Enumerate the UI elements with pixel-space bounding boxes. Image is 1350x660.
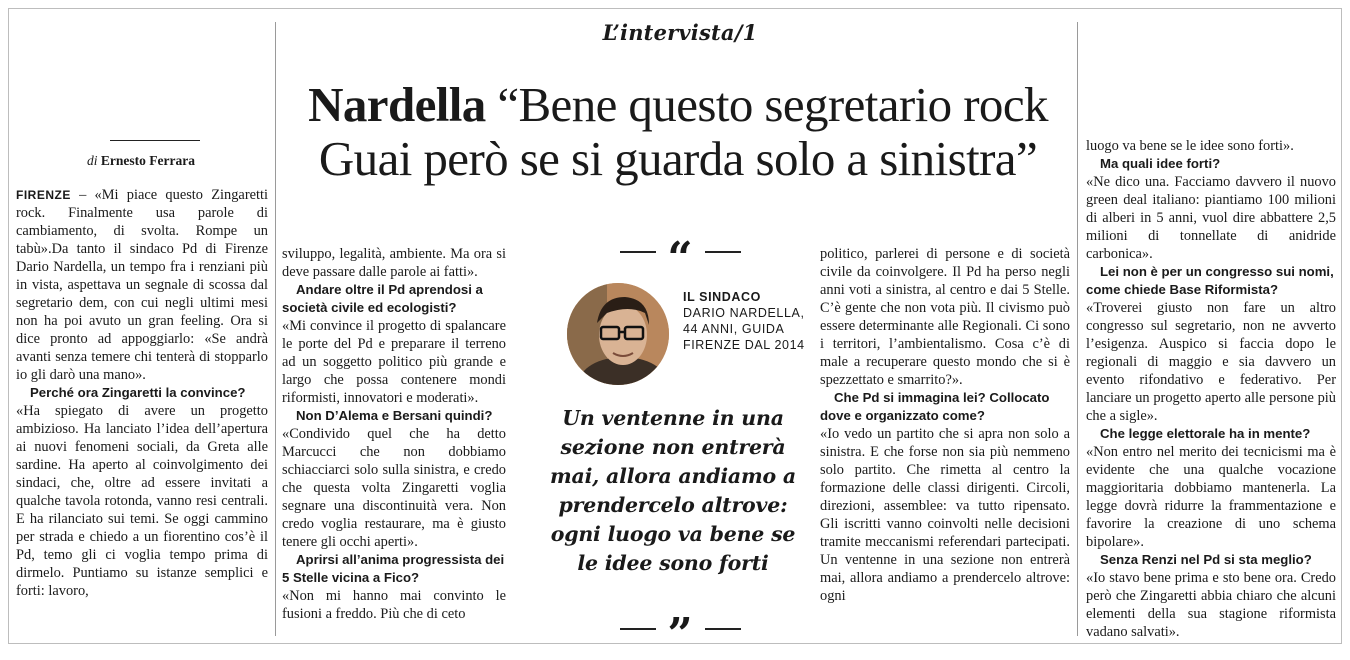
answer-9: «Io stavo bene prima e sto bene ora. Credo però che Zingaretti abbia chiaro che alcuni elementi della sua stagione riformista vadano salvati». [1086, 570, 1336, 640]
answer-5: «Io vedo un partito che si apra non solo a sinistra. E che forse non sia più nemmeno solo partito. Che rimetta al centro la formazione delle classi dirigenti. Circoli, direzioni, assemblee: va tutto ripensato. Gli iscritti vanno coinvolti nelle decisioni tramite meccanismi referendari partecipati. Un ventenne in una sezione non entrerà mai, allora andiamo a prendercelo altrove: ogni [820, 426, 1070, 604]
headline-line-1 [282, 78, 1074, 132]
answer-2: «Mi convince il progetto di spalancare le porte del Pd e preparare il terreno ad un soggetto politico più grande e largo che possa contenere mondi riformisti, innovatori e moderati». [282, 318, 506, 406]
question-3: Non D’Alema e Bersani quindi? [296, 408, 493, 423]
question-1: Perché ora Zingaretti la convince? [30, 385, 246, 400]
question-4: Aprirsi all’anima progressista dei 5 Stelle vicina a Fico? [282, 552, 505, 585]
answer-1: «Ha spiegato di avere un progetto ambizioso. Ha lanciato l’idea dell’apertura ai nuovi fenomeni sociali, da Greta alle sardine. Ha aperto al coinvolgimento dei sindaci, che, oltre ad essere invitati a qualche tavola rotonda, vanno resi centrali. E ha rilanciato sui temi. Se oggi cammino per strada e chiedo a un fiorentino cos’è il Pd, temo gli ci voglia tempo prima di dirmelo. Puntiamo su istanze semplici e forti: lavoro, [16, 403, 268, 599]
section-kicker: L’intervista/1 [602, 20, 758, 45]
byline-prefix: di [87, 153, 98, 168]
lead-paragraph [16, 186, 268, 384]
quote-open-mark: “ [667, 233, 693, 284]
byline [20, 153, 262, 169]
answer-6: «Ne dico una. Facciamo davvero il nuovo green deal italiano: piantiamo 100 milioni di alberi in 5 anni, vuol dire abbattere 2,5 milioni di tonnellate di anidride carbonica». [1086, 174, 1336, 262]
byline-author: Ernesto Ferrara [100, 153, 195, 168]
answer-4-continued: politico, parlerei di persone e di società civile da coinvolgere. Il Pd ha perso negli anni voti a sinistra, al centro e dai 5 Stelle. C’è gente che non vota più. Il civismo può essere determinante alle Regionali. Ci sono i territori, l’ambientalismo. Cosa c’è di male a recuperare questo mondo che si è spezzettato e smarrito?». [820, 246, 1070, 388]
dateline: FIRENZE [16, 188, 71, 202]
question-5: Che Pd si immagina lei? Collocato dove e organizzato come? [820, 390, 1050, 423]
question-2: Andare oltre il Pd aprendosi a società civile ed ecologisti? [282, 282, 483, 315]
article-column-2 [282, 245, 506, 623]
column-divider-left [275, 22, 276, 636]
caption-text: DARIO NARDELLA, 44 ANNI, GUIDA FIRENZE DAL 2014 [683, 306, 805, 352]
article-column-4 [1086, 137, 1336, 641]
quote-open-rule-right [705, 251, 741, 253]
headline-line-2: Guai però se si guarda solo a sinistra” [318, 131, 1038, 186]
lead-text: – «Mi piace questo Zingaretti rock. Finalmente usa parole di cambiamento, di svolta. Rompe un tabù».Da tanto il sindaco Pd di Firenze Dario Nardella, un tempo fra i renziani più in vista, aspettava un segnale di scossa dal segretario dem, con cui negli ultimi mesi non ha poi avuto un gran feeling. Ora si dice pronto ad appoggiarlo: «Se andrà avanti senza temere chi tenterà di stopparlo io gli darò una mano». [16, 187, 268, 383]
answer-3: «Condivido quel che ha detto Marcucci che non dobbiamo schiacciarci solo sulla sinistra, e credo che questa volta Zingaretti voglia segnare una discontinuità vera. Non credo voglia restaurare, ma è giusto tenere gli occhi aperti». [282, 426, 506, 550]
headline [282, 78, 1074, 186]
answer-7: «Troverei giusto non fare un altro congresso sul segretario, non ne avverto l’esigenza. Auspico si faccia dopo le regionali di maggio e sia davvero un evento rifondativo e federativo. Per lanciare un progetto aperto alle persone più che a sigle». [1086, 300, 1336, 424]
question-7: Lei non è per un congresso sui nomi, come chiede Base Riformista? [1086, 264, 1334, 297]
answer-4: «Non mi hanno mai convinto le fusioni a freddo. Più che di ceto [282, 588, 506, 622]
caption-role: IL SINDACO [683, 290, 761, 304]
pull-quote-text: Un ventenne in una sezione non entrerà mai, allora andiamo a prendercelo altrove: ogni luogo va bene se le idee sono forti [550, 406, 796, 575]
article-column-1 [16, 186, 268, 600]
question-9: Senza Renzi nel Pd si sta meglio? [1100, 552, 1312, 567]
answer-1-continued: sviluppo, legalità, ambiente. Ma ora si deve passare dalle parole ai fatti». [282, 246, 506, 280]
column-divider-right [1077, 22, 1078, 636]
question-6: Ma quali idee forti? [1100, 156, 1221, 171]
quote-close-rule-right [705, 628, 741, 630]
headline-name: Nardella [308, 77, 486, 132]
quote-close-mark: ” [667, 609, 693, 660]
headline-quote-start: “Bene questo segretario rock [497, 77, 1048, 132]
photo-caption [683, 289, 813, 353]
question-8: Che legge elettorale ha in mente? [1100, 426, 1311, 441]
article-column-3 [820, 245, 1070, 605]
answer-8: «Non entro nel merito dei tecnicismi ma è evidente che una qualche vocazione maggioritaria dobbiamo mantenerla. La legge dovrà ridurre la frammentazione e favorire la creazione di uno schema bipolare». [1086, 444, 1336, 550]
byline-rule [110, 140, 200, 141]
answer-5-continued: luogo va bene se le idee sono forti». [1086, 138, 1294, 154]
portrait-photo [567, 283, 669, 385]
portrait-image [567, 283, 669, 385]
